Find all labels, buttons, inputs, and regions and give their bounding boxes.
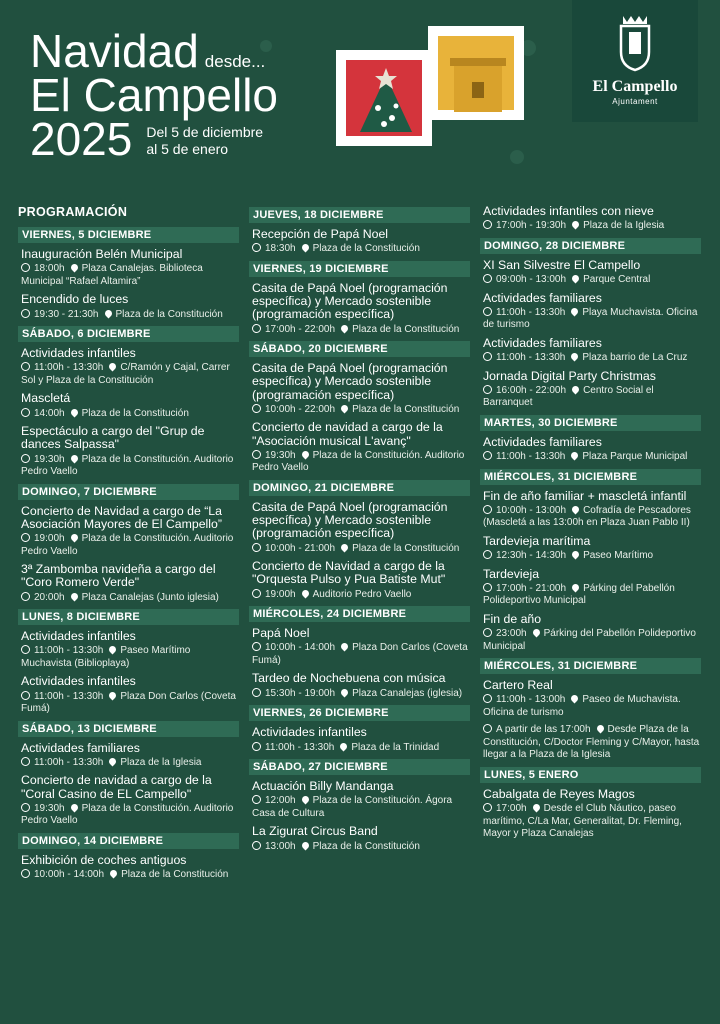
event-title: Espectáculo a cargo del "Grup de dances Salpassa" xyxy=(21,424,205,452)
event-time: 19:00h xyxy=(34,533,65,545)
event-title: Actuación Billy Mandanga xyxy=(252,779,394,794)
day-header: LUNES, 5 ENERO xyxy=(480,767,701,783)
event-title: Actividades infantiles xyxy=(21,346,136,361)
location-pin-icon xyxy=(108,362,118,372)
day-header: SÁBADO, 20 DICIEMBRE xyxy=(249,341,470,357)
event-place: Desde Plaza de la Constitución, C/Doctor Fleming y C/Mayor, hasta llegar a la Plaza de la Iglesia xyxy=(483,724,700,761)
title-year: 2025 xyxy=(30,113,133,165)
event-title: Recepción de Papá Noel xyxy=(252,227,389,241)
event-info xyxy=(483,724,701,762)
day-header: VIERNES, 19 DICIEMBRE xyxy=(249,261,470,277)
event-info xyxy=(21,645,239,670)
event-item xyxy=(21,505,239,559)
location-pin-icon xyxy=(571,550,581,560)
column-1 xyxy=(18,0,239,887)
clock-icon xyxy=(21,803,30,812)
event-title: Actividades familiares xyxy=(483,290,602,305)
event-place: Plaza de la Constitución xyxy=(312,840,420,852)
event-info xyxy=(252,795,470,820)
event-item xyxy=(483,292,701,332)
location-pin-icon xyxy=(300,449,310,459)
event-place: Desde el Club Náutico, paseo marítimo, C/La Mar, Generalitat, Dr. Fleming, Mayor y Plaza Canalejas xyxy=(483,803,682,840)
clock-icon xyxy=(483,505,492,514)
event-place: Plaza de la Constitución xyxy=(312,243,420,255)
event-time: 12:30h - 14:30h xyxy=(496,550,567,562)
event-place: Plaza de la Trinidad xyxy=(351,741,440,753)
event-item xyxy=(483,370,701,410)
event-item xyxy=(21,774,239,828)
clock-icon xyxy=(252,543,261,552)
day-header: JUEVES, 18 DICIEMBRE xyxy=(249,207,470,223)
event-info xyxy=(483,220,701,233)
event-item xyxy=(252,228,470,256)
event-info xyxy=(483,694,701,719)
event-title: XI San Silvestre El Campello xyxy=(483,257,641,272)
clock-icon xyxy=(483,274,492,283)
event-title: Encendido de luces xyxy=(21,292,129,307)
event-info xyxy=(21,309,239,322)
event-place: Plaza de la Constitución. Auditorio Pedro Vaello xyxy=(21,802,234,827)
day-header: MIÉRCOLES, 24 DICIEMBRE xyxy=(249,606,470,622)
event-title: Cabalgata de Reyes Magos xyxy=(483,786,635,801)
location-pin-icon xyxy=(340,687,350,697)
clock-icon xyxy=(483,724,492,733)
event-title: 3ª Zambomba navideña a cargo del "Coro Romero Verde" xyxy=(21,562,216,590)
event-item xyxy=(252,560,470,601)
event-time: 17:00h - 22:00h xyxy=(265,323,336,335)
event-time: 18:00h xyxy=(34,263,65,275)
event-title: Casita de Papá Noel (programación específica) y Mercado sostenible (programación específica) xyxy=(252,499,448,541)
day-header: SÁBADO, 6 DICIEMBRE xyxy=(18,326,239,342)
location-pin-icon xyxy=(69,591,79,601)
event-title: Tardevieja marítima xyxy=(483,533,591,548)
event-place: Plaza Don Carlos (Coveta Fumá) xyxy=(21,690,236,715)
location-pin-icon xyxy=(570,352,580,362)
event-title: Actividades infantiles xyxy=(21,674,136,689)
event-time: 11:00h - 13:30h xyxy=(34,690,104,702)
location-pin-icon xyxy=(571,384,581,394)
event-time: 13:00h xyxy=(265,840,296,852)
event-info xyxy=(252,589,470,602)
event-title: Mascletá xyxy=(21,391,71,406)
location-pin-icon xyxy=(571,274,581,284)
event-time: 18:30h xyxy=(265,243,296,255)
day-header: LUNES, 8 DICIEMBRE xyxy=(18,609,239,625)
event-item xyxy=(21,630,239,670)
column-3 xyxy=(480,0,701,846)
clock-icon xyxy=(483,628,492,637)
event-item xyxy=(252,672,470,700)
clock-icon xyxy=(21,869,30,878)
clock-icon xyxy=(483,352,492,361)
event-place: Paseo Marítimo Muchavista (Biblioplaya) xyxy=(21,645,191,669)
location-pin-icon xyxy=(108,757,118,767)
event-time: 11:00h - 13:00h xyxy=(496,694,566,706)
clock-icon xyxy=(252,841,261,850)
event-item xyxy=(21,392,239,420)
event-item xyxy=(252,421,470,475)
clock-icon xyxy=(483,583,492,592)
event-info xyxy=(483,550,701,563)
event-place: Plaza de la Constitución xyxy=(352,542,460,554)
event-place: Parque Central xyxy=(583,274,651,286)
clock-icon xyxy=(252,324,261,333)
day-header: VIERNES, 5 DICIEMBRE xyxy=(18,227,239,243)
title-town: El Campello xyxy=(30,69,278,121)
day-header: MIÉRCOLES, 31 DICIEMBRE xyxy=(480,658,701,674)
event-info xyxy=(483,803,701,841)
event-time: 15:30h - 19:00h xyxy=(265,687,336,699)
event-item xyxy=(21,563,239,604)
event-place: Plaza de la Constitución xyxy=(81,407,189,419)
clock-icon xyxy=(483,803,492,812)
event-item xyxy=(21,293,239,321)
event-title: La Zigurat Circus Band xyxy=(252,824,378,839)
event-title: Casita de Papá Noel (programación específica) y Mercado sostenible (programación específica) xyxy=(252,361,448,402)
event-title: Concierto de Navidad a cargo de la "Orquesta Pulso y Pua Batiste Mut" xyxy=(252,559,446,587)
event-time: 10:00h - 14:00h xyxy=(265,642,336,654)
event-info xyxy=(21,592,239,605)
event-time: 19:30 - 21:30h xyxy=(34,308,99,320)
event-item xyxy=(252,627,470,667)
event-time: 12:00h xyxy=(265,795,296,807)
event-item xyxy=(21,742,239,770)
event-info xyxy=(252,243,470,256)
location-pin-icon xyxy=(69,263,79,273)
event-title: Jornada Digital Party Christmas xyxy=(483,368,656,383)
event-place: Plaza Parque Municipal xyxy=(582,451,688,463)
event-info xyxy=(483,385,701,410)
event-item xyxy=(483,490,701,530)
day-header: SÁBADO, 13 DICIEMBRE xyxy=(18,721,239,737)
clock-icon xyxy=(483,694,492,703)
clock-icon xyxy=(21,691,30,700)
event-time: 20:00h xyxy=(34,591,65,603)
location-pin-icon xyxy=(571,504,581,514)
event-time: A partir de las 17:00h xyxy=(496,724,591,736)
clock-icon xyxy=(252,795,261,804)
event-time: 19:30h xyxy=(34,453,65,465)
clock-icon xyxy=(252,450,261,459)
event-item xyxy=(252,726,470,754)
event-time: 10:00h - 22:00h xyxy=(265,403,336,415)
event-title: Concierto de Navidad a cargo de “La Asociación Mayores de El Campello” xyxy=(21,503,222,531)
event-title: Concierto de navidad a cargo de la "Coral Casino de EL Campello" xyxy=(21,773,212,801)
logo-sub: Ajuntament xyxy=(612,97,658,106)
event-info xyxy=(21,691,239,716)
event-place: Plaza de la Constitución xyxy=(115,308,223,320)
location-pin-icon xyxy=(108,645,118,655)
event-time: 19:00h xyxy=(265,588,296,600)
clock-icon xyxy=(21,408,30,417)
event-info xyxy=(21,408,239,421)
clock-icon xyxy=(21,454,30,463)
event-place: Plaza de la Constitución xyxy=(352,403,460,415)
day-header: DOMINGO, 21 DICIEMBRE xyxy=(249,480,470,496)
event-info xyxy=(252,688,470,701)
clock-icon xyxy=(252,243,261,252)
event-item xyxy=(483,535,701,563)
location-pin-icon xyxy=(103,308,113,318)
event-title: Tardeo de Nochebuena con música xyxy=(252,671,446,686)
event-place: Plaza de la Constitución xyxy=(352,323,460,335)
event-time: 10:00h - 21:00h xyxy=(265,542,336,554)
location-pin-icon xyxy=(108,690,118,700)
event-place: Plaza de la Constitución. Auditorio Pedro Vaello xyxy=(21,453,234,478)
event-info xyxy=(21,454,239,479)
event-info xyxy=(21,869,239,882)
location-pin-icon xyxy=(69,453,79,463)
location-pin-icon xyxy=(340,403,350,413)
event-info xyxy=(483,628,701,653)
clock-icon xyxy=(483,385,492,394)
location-pin-icon xyxy=(570,306,580,316)
day-header: MARTES, 30 DICIEMBRE xyxy=(480,415,701,431)
event-item xyxy=(252,501,470,555)
event-place: Centro Social el Barranquet xyxy=(483,384,654,409)
event-place: Plaza de la Constitución xyxy=(121,869,229,881)
event-place: Plaza de la Constitución. Ágora Casa de Cultura xyxy=(252,795,453,819)
event-title: Actividades familiares xyxy=(483,434,602,449)
logo-name: El Campello xyxy=(592,78,678,95)
event-time: 19:30h xyxy=(265,449,296,461)
event-title: Fin de año xyxy=(483,611,542,626)
location-pin-icon xyxy=(595,724,605,734)
event-time: 11:00h - 13:30h xyxy=(496,451,566,463)
event-place: Plaza Don Carlos (Coveta Fumá) xyxy=(252,642,468,666)
clock-icon xyxy=(483,451,492,460)
event-title: Exhibición de coches antiguos xyxy=(21,852,187,867)
clock-icon xyxy=(483,307,492,316)
day-header: DOMINGO, 7 DICIEMBRE xyxy=(18,484,239,500)
event-item xyxy=(483,679,701,719)
event-item xyxy=(21,347,239,387)
event-info xyxy=(252,404,470,417)
clock-icon xyxy=(252,589,261,598)
event-place: Cofradía de Pescadores (Mascletá a las 13:00h en Plaza Juan Pablo II) xyxy=(483,504,691,529)
event-title: Tardevieja xyxy=(483,566,540,581)
event-info xyxy=(483,583,701,608)
location-pin-icon xyxy=(570,694,580,704)
event-place: Plaza Canalejas. Biblioteca Municipal “Rafael Altamira” xyxy=(21,263,203,287)
clock-icon xyxy=(483,550,492,559)
event-time: 23:00h xyxy=(496,628,527,640)
event-item xyxy=(252,282,470,336)
event-time: 17:00h - 19:30h xyxy=(496,220,567,232)
event-time: 11:00h - 13:30h xyxy=(34,756,104,768)
event-place: Plaza de la Iglesia xyxy=(583,220,665,232)
event-item xyxy=(483,436,701,464)
event-info xyxy=(21,362,239,387)
event-place: Paseo de Muchavista. Oficina de turismo xyxy=(483,694,681,718)
day-header: SÁBADO, 27 DICIEMBRE xyxy=(249,759,470,775)
event-place: Plaza Canalejas (Junto iglesia) xyxy=(81,591,219,603)
location-pin-icon xyxy=(531,803,541,813)
clock-icon xyxy=(21,362,30,371)
event-item xyxy=(21,675,239,715)
event-title: Cartero Real xyxy=(483,678,553,693)
event-time: 11:00h - 13:30h xyxy=(34,362,104,374)
event-title: Actividades infantiles xyxy=(21,629,136,644)
event-info xyxy=(252,450,470,475)
event-title: Actividades infantiles con nieve xyxy=(483,204,654,218)
event-place: Plaza de la Constitución. Auditorio Pedro Vaello xyxy=(252,449,465,474)
clock-icon xyxy=(252,404,261,413)
event-place: Plaza barrio de La Cruz xyxy=(582,352,688,364)
event-info xyxy=(21,533,239,558)
clock-icon xyxy=(21,309,30,318)
location-pin-icon xyxy=(300,840,310,850)
event-time: 11:00h - 13:30h xyxy=(496,306,566,318)
event-item xyxy=(252,362,470,416)
event-info xyxy=(21,757,239,770)
location-pin-icon xyxy=(340,323,350,333)
location-pin-icon xyxy=(531,628,541,638)
event-info xyxy=(21,803,239,828)
event-title: Concierto de navidad a cargo de la "Asociación musical L'avanç" xyxy=(252,420,443,448)
event-info xyxy=(252,543,470,556)
event-info xyxy=(483,451,701,464)
event-time: 19:30h xyxy=(34,802,65,814)
event-item xyxy=(21,248,239,288)
event-title: Fin de año familiar + mascletá infantil xyxy=(483,488,687,503)
event-title: Inauguración Belén Municipal xyxy=(21,247,183,261)
location-pin-icon xyxy=(69,803,79,813)
event-time: 10:00h - 14:00h xyxy=(34,869,105,881)
event-time: 14:00h xyxy=(34,407,65,419)
location-pin-icon xyxy=(109,869,119,879)
event-time: 11:00h - 13:30h xyxy=(265,741,335,753)
event-time: 17:00h - 21:00h xyxy=(496,582,567,594)
location-pin-icon xyxy=(300,588,310,598)
event-title: Casita de Papá Noel (programación específica) y Mercado sostenible (programación específica) xyxy=(252,280,448,322)
title-desde: desde... xyxy=(204,52,266,71)
event-time: 11:00h - 13:30h xyxy=(496,352,566,364)
event-info xyxy=(483,505,701,530)
section-title: PROGRAMACIÓN xyxy=(18,205,128,219)
event-place: Paseo Marítimo xyxy=(583,550,654,562)
event-title: Actividades familiares xyxy=(483,335,602,350)
event-info xyxy=(252,742,470,755)
event-place: Párking del Pabellón Polideportivo Municipal xyxy=(483,582,675,607)
clock-icon xyxy=(252,688,261,697)
location-pin-icon xyxy=(300,243,310,253)
clock-icon xyxy=(252,642,261,651)
clock-icon xyxy=(483,220,492,229)
clock-icon xyxy=(21,645,30,654)
event-place: Párking del Pabellón Polideportivo Municipal xyxy=(483,628,696,652)
event-info xyxy=(21,263,239,288)
event-place: Auditorio Pedro Vaello xyxy=(312,588,412,600)
clock-icon xyxy=(21,757,30,766)
event-info xyxy=(252,642,470,667)
location-pin-icon xyxy=(340,542,350,552)
location-pin-icon xyxy=(69,533,79,543)
event-title: Papá Noel xyxy=(252,626,310,641)
location-pin-icon xyxy=(571,582,581,592)
clock-icon xyxy=(21,592,30,601)
event-time: 11:00h - 13:30h xyxy=(34,645,104,657)
event-item xyxy=(483,788,701,841)
event-item xyxy=(21,425,239,479)
day-header: VIERNES, 26 DICIEMBRE xyxy=(249,705,470,721)
clock-icon xyxy=(21,533,30,542)
event-item xyxy=(483,724,701,762)
location-pin-icon xyxy=(570,451,580,461)
event-place: C/Ramón y Cajal, Carrer Sol y Plaza de la Constitución xyxy=(21,362,230,386)
day-header: DOMINGO, 14 DICIEMBRE xyxy=(18,833,239,849)
event-item xyxy=(252,780,470,820)
event-info xyxy=(483,307,701,332)
location-pin-icon xyxy=(571,220,581,230)
event-place: Plaza de la Constitución. Auditorio Pedro Vaello xyxy=(21,533,234,557)
day-header: DOMINGO, 28 DICIEMBRE xyxy=(480,238,701,254)
column-2 xyxy=(249,0,470,858)
dates-line2: al 5 de enero xyxy=(146,141,229,157)
location-pin-icon xyxy=(69,407,79,417)
event-time: 10:00h - 13:00h xyxy=(496,504,567,516)
event-item xyxy=(252,825,470,853)
event-item xyxy=(483,337,701,365)
event-info xyxy=(483,274,701,287)
event-item xyxy=(483,568,701,608)
event-info xyxy=(252,324,470,337)
event-place: Plaza de la Iglesia xyxy=(120,756,202,768)
event-item xyxy=(483,259,701,287)
day-header: MIÉRCOLES, 31 DICIEMBRE xyxy=(480,469,701,485)
event-time: 09:00h - 13:00h xyxy=(496,274,567,286)
dates-line1: Del 5 de diciembre xyxy=(146,124,264,141)
event-title: Actividades infantiles xyxy=(252,725,367,740)
event-place: Plaza Canalejas (iglesia) xyxy=(352,687,463,699)
event-item xyxy=(483,613,701,653)
event-item xyxy=(21,854,239,882)
event-title: Actividades familiares xyxy=(21,740,140,755)
clock-icon xyxy=(21,263,30,272)
event-place: Playa Muchavista. Oficina de turismo xyxy=(483,306,698,331)
event-info xyxy=(252,841,470,854)
event-item xyxy=(483,205,701,233)
clock-icon xyxy=(252,742,261,751)
title-navidad: Navidad xyxy=(30,25,199,77)
location-pin-icon xyxy=(339,741,349,751)
event-info xyxy=(483,352,701,365)
event-time: 17:00h xyxy=(496,803,527,815)
location-pin-icon xyxy=(300,795,310,805)
location-pin-icon xyxy=(340,642,350,652)
event-time: 16:00h - 22:00h xyxy=(496,384,567,396)
